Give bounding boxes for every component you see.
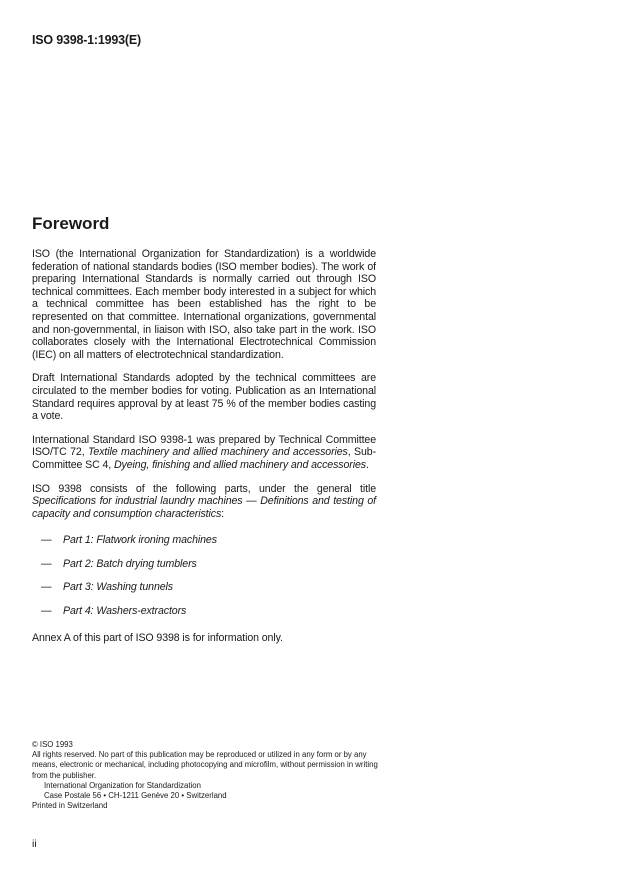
part-label: Part 4:: [63, 605, 94, 618]
part-label: Part 1:: [63, 534, 94, 547]
document-code: ISO 9398-1:1993(E): [32, 33, 141, 47]
sc4-title: Dyeing, finishing and allied machinery and accessories: [114, 458, 366, 471]
para3-text-c: .: [365, 458, 369, 471]
list-dash: —: [41, 534, 52, 547]
foreword-paragraph-1: ISO (the International Organization for Standardization) is a worldwide federation of national standards bodies (ISO member bodies). The work of preparing International Standards is normally carried out through ISO technical committees. Each member body interested in a subject for which a technical committee has been established has the right to be represented on that committee. International organizations, governmental and non-governmental, in liaison with ISO, also take part in the work. ISO collaborates closely with the International Electrotechnical Commission (IEC) on all matters of electrotechnical standardization.: [32, 248, 376, 361]
para4-text-a: ISO 9398 consists of the following parts, under the general title: [32, 482, 376, 495]
annex-note: Annex A of this part of ISO 9398 is for information only.: [32, 631, 283, 644]
page-number: ii: [32, 838, 37, 850]
part-title: Washers-extractors: [96, 605, 187, 618]
postal-address: Case Postale 56 • CH-1211 Genève 20 • Switzerland: [44, 791, 227, 801]
list-dash: —: [41, 581, 52, 594]
part-title: Washing tunnels: [96, 581, 173, 594]
foreword-body: [32, 248, 376, 655]
foreword-paragraph-2: Draft International Standards adopted by the technical committees are circulated to the member bodies for voting. Publication as an International Standard requires approval by at least 75 % of the member bodies casting a vote.: [32, 372, 376, 423]
part-label: Part 2:: [63, 557, 94, 570]
tc72-title: Textile machinery and allied machinery and accessories: [88, 446, 348, 459]
foreword-paragraph-4: [32, 483, 376, 521]
general-title: Specifications for industrial laundry machines — Definitions and testing of capacity and consumption characteristics: [32, 495, 376, 520]
rights-statement: All rights reserved. No part of this publication may be reproduced or utilized in any form or by any means, electronic or mechanical, including photocopying and microfilm, without permission in writing from the publisher.: [32, 750, 378, 780]
list-dash: —: [41, 605, 52, 618]
printed-in: Printed in Switzerland: [32, 801, 108, 811]
foreword-paragraph-3: [32, 434, 376, 472]
list-item: [41, 534, 376, 547]
copyright-line: © ISO 1993: [32, 740, 73, 749]
para4-text-b: :: [221, 507, 224, 520]
parts-list: [41, 534, 376, 617]
organization-name: International Organization for Standardization: [44, 780, 201, 790]
para3-text-a: International Standard ISO 9398-1 was prepared by Technical Committee ISO/TC 72,: [32, 433, 376, 459]
part-title: Flatwork ironing machines: [96, 534, 217, 547]
section-heading-foreword: Foreword: [32, 214, 110, 233]
part-label: Part 3:: [63, 581, 94, 594]
list-item: [41, 558, 376, 571]
copyright-block: [32, 740, 382, 811]
list-item: [41, 605, 376, 618]
list-dash: —: [41, 557, 52, 570]
part-title: Batch drying tumblers: [96, 557, 197, 570]
para3-text-b: , Sub-Committee SC 4,: [32, 446, 376, 471]
list-item: [41, 581, 376, 594]
